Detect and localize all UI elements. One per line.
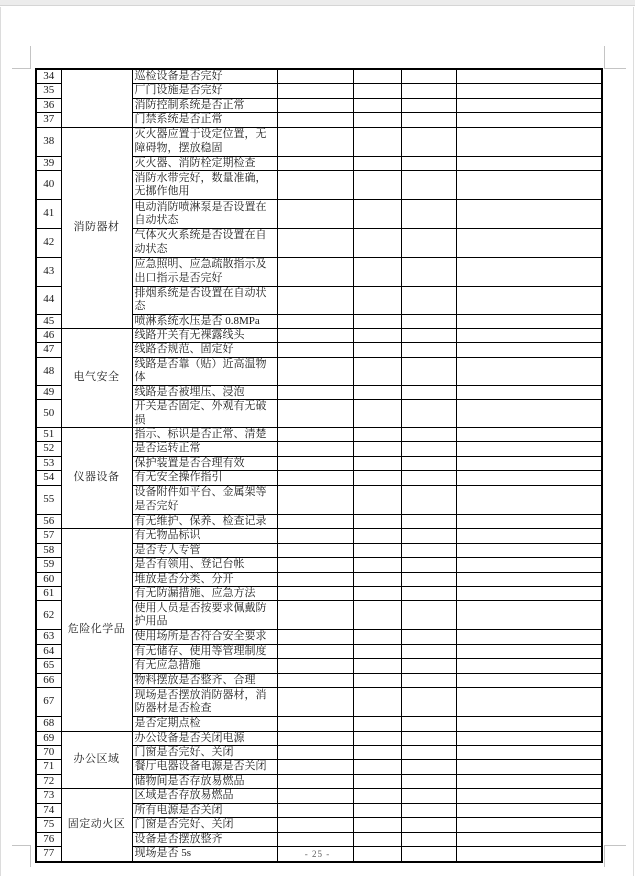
entry-cell[interactable]	[353, 357, 401, 385]
check-item-cell: 消防控制系统是否正常	[132, 98, 277, 112]
row-number-cell: 69	[36, 731, 61, 745]
table-row	[36, 69, 602, 84]
category-cell: 仪器设备	[61, 428, 132, 529]
check-item-cell: 有无储存、使用等管理制度	[132, 644, 277, 658]
entry-cell[interactable]	[456, 529, 602, 543]
check-item-cell: 门窗是否完好、关闭	[132, 745, 277, 759]
entry-cell[interactable]	[456, 803, 602, 817]
entry-cell[interactable]	[456, 688, 602, 717]
entry-cell[interactable]	[456, 156, 602, 170]
row-number-cell: 35	[36, 84, 61, 98]
table-row	[36, 329, 602, 343]
check-item-cell: 设备是否摆放整齐	[132, 832, 277, 846]
text-boundary-mark-top-left	[12, 46, 31, 69]
entry-cell[interactable]	[401, 514, 456, 528]
row-number-cell: 64	[36, 644, 61, 658]
entry-cell[interactable]	[401, 171, 456, 200]
table-row	[36, 731, 602, 745]
check-item-cell: 门禁系统是否正常	[132, 113, 277, 127]
entry-cell[interactable]	[277, 774, 353, 788]
entry-cell[interactable]	[456, 200, 602, 229]
check-item-cell: 有无维护、保养、检查记录	[132, 514, 277, 528]
entry-cell[interactable]	[456, 329, 602, 343]
check-item-cell: 有无应急措施	[132, 659, 277, 673]
entry-cell[interactable]	[277, 586, 353, 600]
entry-cell[interactable]	[401, 630, 456, 644]
row-number-cell: 71	[36, 760, 61, 774]
inspection-table-body	[36, 69, 602, 862]
entry-cell[interactable]	[456, 84, 602, 98]
check-item-cell: 厂门设施是否完好	[132, 84, 277, 98]
check-item-cell: 气体灭火系统是否设置在自动状态	[132, 228, 277, 257]
check-item-cell: 灭火器、消防栓定期检查	[132, 156, 277, 170]
page-gap-strip	[0, 0, 635, 6]
entry-cell[interactable]	[401, 731, 456, 745]
row-number-cell: 54	[36, 471, 61, 485]
row-number-cell: 50	[36, 400, 61, 428]
check-item-cell: 设备附件如平台、金属架等是否完好	[132, 485, 277, 514]
check-item-cell: 喷淋系统水压是否 0.8MPa	[132, 314, 277, 328]
entry-cell[interactable]	[401, 343, 456, 357]
check-item-cell: 现场是否摆放消防器材，消防器材是否检查	[132, 688, 277, 717]
check-item-cell: 灭火器应置于设定位置，无障碍物，摆放稳固	[132, 127, 277, 156]
entry-cell[interactable]	[401, 688, 456, 717]
entry-cell[interactable]	[456, 514, 602, 528]
entry-cell[interactable]	[353, 572, 401, 586]
entry-cell[interactable]	[277, 558, 353, 572]
entry-cell[interactable]	[401, 329, 456, 343]
entry-cell[interactable]	[456, 69, 602, 84]
entry-cell[interactable]	[277, 630, 353, 644]
entry-cell[interactable]	[456, 630, 602, 644]
entry-cell[interactable]	[277, 803, 353, 817]
entry-cell[interactable]	[401, 803, 456, 817]
entry-cell[interactable]	[277, 659, 353, 673]
row-number-cell: 42	[36, 228, 61, 257]
entry-cell[interactable]	[456, 127, 602, 156]
entry-cell[interactable]	[401, 558, 456, 572]
entry-cell[interactable]	[401, 84, 456, 98]
check-item-cell: 门窗是否完好、关闭	[132, 818, 277, 832]
entry-cell[interactable]	[277, 717, 353, 731]
row-number-cell: 63	[36, 630, 61, 644]
entry-cell[interactable]	[401, 572, 456, 586]
entry-cell[interactable]	[456, 456, 602, 470]
table-row	[36, 789, 602, 803]
check-item-cell: 是否专人专管	[132, 543, 277, 557]
check-item-cell: 办公设备是否关闭电源	[132, 731, 277, 745]
row-number-cell: 68	[36, 717, 61, 731]
row-number-cell: 37	[36, 113, 61, 127]
check-item-cell: 所有电源是否关闭	[132, 803, 277, 817]
entry-cell[interactable]	[456, 286, 602, 314]
entry-cell[interactable]	[277, 228, 353, 257]
entry-cell[interactable]	[277, 789, 353, 803]
entry-cell[interactable]	[456, 789, 602, 803]
entry-cell[interactable]	[353, 731, 401, 745]
entry-cell[interactable]	[353, 257, 401, 286]
entry-cell[interactable]	[277, 673, 353, 687]
row-number-cell: 65	[36, 659, 61, 673]
entry-cell[interactable]	[277, 314, 353, 328]
entry-cell[interactable]	[456, 113, 602, 127]
entry-cell[interactable]	[277, 69, 353, 84]
entry-cell[interactable]	[277, 385, 353, 399]
check-item-cell: 指示、标识是否正常、清楚	[132, 428, 277, 442]
row-number-cell: 39	[36, 156, 61, 170]
entry-cell[interactable]	[353, 673, 401, 687]
entry-cell[interactable]	[401, 286, 456, 314]
entry-cell[interactable]	[401, 543, 456, 557]
entry-cell[interactable]	[353, 456, 401, 470]
entry-cell[interactable]	[456, 644, 602, 658]
entry-cell[interactable]	[401, 314, 456, 328]
entry-cell[interactable]	[353, 529, 401, 543]
entry-cell[interactable]	[353, 113, 401, 127]
entry-cell[interactable]	[353, 343, 401, 357]
check-item-cell: 排烟系统是否设置在自动状态	[132, 286, 277, 314]
table-row	[36, 529, 602, 543]
entry-cell[interactable]	[456, 98, 602, 112]
row-number-cell: 40	[36, 171, 61, 200]
row-number-cell: 61	[36, 586, 61, 600]
entry-cell[interactable]	[401, 357, 456, 385]
check-item-cell: 有无物品标识	[132, 529, 277, 543]
category-cell: 固定动火区	[61, 789, 132, 862]
row-number-cell: 73	[36, 789, 61, 803]
entry-cell[interactable]	[456, 171, 602, 200]
entry-cell[interactable]	[401, 760, 456, 774]
entry-cell[interactable]	[456, 659, 602, 673]
entry-cell[interactable]	[353, 400, 401, 428]
entry-cell[interactable]	[456, 257, 602, 286]
entry-cell[interactable]	[401, 385, 456, 399]
entry-cell[interactable]	[277, 485, 353, 514]
entry-cell[interactable]	[401, 127, 456, 156]
row-number-cell: 46	[36, 329, 61, 343]
entry-cell[interactable]	[353, 745, 401, 759]
entry-cell[interactable]	[456, 586, 602, 600]
row-number-cell: 77	[36, 847, 61, 862]
entry-cell[interactable]	[456, 818, 602, 832]
page-right-edge	[633, 7, 634, 876]
row-number-cell: 70	[36, 745, 61, 759]
entry-cell[interactable]	[277, 456, 353, 470]
entry-cell[interactable]	[353, 228, 401, 257]
entry-cell[interactable]	[353, 717, 401, 731]
entry-cell[interactable]	[401, 228, 456, 257]
check-item-cell: 使用场所是否符合安全要求	[132, 630, 277, 644]
entry-cell[interactable]	[401, 156, 456, 170]
entry-cell[interactable]	[353, 558, 401, 572]
check-item-cell: 堆放是否分类、分开	[132, 572, 277, 586]
entry-cell[interactable]	[401, 659, 456, 673]
row-number-cell: 58	[36, 543, 61, 557]
entry-cell[interactable]	[401, 601, 456, 630]
category-cell: 办公区域	[61, 731, 132, 789]
entry-cell[interactable]	[353, 442, 401, 456]
row-number-cell: 76	[36, 832, 61, 846]
check-item-cell: 巡检设备是否完好	[132, 69, 277, 84]
check-item-cell: 保护装置是否合理有效	[132, 456, 277, 470]
entry-cell[interactable]	[456, 228, 602, 257]
check-item-cell: 是否定期点检	[132, 717, 277, 731]
entry-cell[interactable]	[456, 601, 602, 630]
entry-cell[interactable]	[353, 659, 401, 673]
entry-cell[interactable]	[353, 329, 401, 343]
row-number-cell: 55	[36, 485, 61, 514]
page-left-edge	[0, 7, 1, 876]
entry-cell[interactable]	[456, 343, 602, 357]
entry-cell[interactable]	[456, 558, 602, 572]
entry-cell[interactable]	[353, 601, 401, 630]
entry-cell[interactable]	[277, 428, 353, 442]
check-item-cell: 线路开关有无裸露线头	[132, 329, 277, 343]
entry-cell[interactable]	[277, 572, 353, 586]
entry-cell[interactable]	[401, 442, 456, 456]
row-number-cell: 56	[36, 514, 61, 528]
entry-cell[interactable]	[353, 688, 401, 717]
entry-cell[interactable]	[277, 84, 353, 98]
row-number-cell: 45	[36, 314, 61, 328]
entry-cell[interactable]	[456, 471, 602, 485]
entry-cell[interactable]	[353, 789, 401, 803]
category-cell: 电气安全	[61, 329, 132, 428]
entry-cell[interactable]	[401, 69, 456, 84]
entry-cell[interactable]	[456, 428, 602, 442]
text-boundary-mark-top-right	[604, 46, 626, 69]
row-number-cell: 49	[36, 385, 61, 399]
table-row	[36, 127, 602, 156]
check-item-cell: 线路否规范、固定好	[132, 343, 277, 357]
entry-cell[interactable]	[277, 286, 353, 314]
entry-cell[interactable]	[277, 400, 353, 428]
entry-cell[interactable]	[277, 760, 353, 774]
entry-cell[interactable]	[353, 200, 401, 229]
entry-cell[interactable]	[277, 200, 353, 229]
row-number-cell: 59	[36, 558, 61, 572]
row-number-cell: 74	[36, 803, 61, 817]
row-number-cell: 48	[36, 357, 61, 385]
entry-cell[interactable]	[456, 385, 602, 399]
entry-cell[interactable]	[456, 745, 602, 759]
category-cell: 危险化学品	[61, 529, 132, 731]
category-cell: 消防器材	[61, 127, 132, 328]
entry-cell[interactable]	[353, 514, 401, 528]
check-item-cell: 物料摆放是否整齐、合理	[132, 673, 277, 687]
entry-cell[interactable]	[277, 257, 353, 286]
row-number-cell: 36	[36, 98, 61, 112]
entry-cell[interactable]	[277, 688, 353, 717]
entry-cell[interactable]	[353, 98, 401, 112]
entry-cell[interactable]	[401, 789, 456, 803]
table-row	[36, 428, 602, 442]
entry-cell[interactable]	[353, 471, 401, 485]
entry-cell[interactable]	[277, 832, 353, 846]
entry-cell[interactable]	[456, 832, 602, 846]
entry-cell[interactable]	[353, 69, 401, 84]
row-number-cell: 44	[36, 286, 61, 314]
entry-cell[interactable]	[401, 586, 456, 600]
entry-cell[interactable]	[277, 98, 353, 112]
entry-cell[interactable]	[353, 286, 401, 314]
inspection-checklist-table	[35, 68, 603, 863]
entry-cell[interactable]	[353, 543, 401, 557]
category-cell	[61, 69, 132, 127]
entry-cell[interactable]	[401, 400, 456, 428]
entry-cell[interactable]	[401, 832, 456, 846]
entry-cell[interactable]	[353, 832, 401, 846]
entry-cell[interactable]	[277, 731, 353, 745]
entry-cell[interactable]	[401, 428, 456, 442]
entry-cell[interactable]	[401, 485, 456, 514]
entry-cell[interactable]	[456, 485, 602, 514]
entry-cell[interactable]	[401, 717, 456, 731]
entry-cell[interactable]	[353, 84, 401, 98]
entry-cell[interactable]	[456, 442, 602, 456]
entry-cell[interactable]	[277, 329, 353, 343]
row-number-cell: 60	[36, 572, 61, 586]
entry-cell[interactable]	[277, 113, 353, 127]
entry-cell[interactable]	[401, 529, 456, 543]
entry-cell[interactable]	[456, 717, 602, 731]
entry-cell[interactable]	[277, 471, 353, 485]
entry-cell[interactable]	[401, 257, 456, 286]
entry-cell[interactable]	[456, 731, 602, 745]
check-item-cell: 电动消防喷淋泵是否设置在自动状态	[132, 200, 277, 229]
entry-cell[interactable]	[456, 314, 602, 328]
entry-cell[interactable]	[277, 818, 353, 832]
entry-cell[interactable]	[456, 357, 602, 385]
check-item-cell: 开关是否固定、外观有无破损	[132, 400, 277, 428]
row-number-cell: 57	[36, 529, 61, 543]
row-number-cell: 34	[36, 69, 61, 84]
entry-cell[interactable]	[401, 471, 456, 485]
entry-cell[interactable]	[353, 485, 401, 514]
entry-cell[interactable]	[401, 98, 456, 112]
entry-cell[interactable]	[353, 586, 401, 600]
row-number-cell: 52	[36, 442, 61, 456]
entry-cell[interactable]	[277, 127, 353, 156]
entry-cell[interactable]	[456, 543, 602, 557]
check-item-cell: 餐厅电器设备电源是否关闭	[132, 760, 277, 774]
check-item-cell: 现场是否 5s	[132, 847, 277, 862]
entry-cell[interactable]	[353, 385, 401, 399]
entry-cell[interactable]	[353, 428, 401, 442]
check-item-cell: 是否有领用、登记台帐	[132, 558, 277, 572]
row-number-cell: 62	[36, 601, 61, 630]
check-item-cell: 线路是否被埋压、浸泡	[132, 385, 277, 399]
entry-cell[interactable]	[401, 818, 456, 832]
row-number-cell: 41	[36, 200, 61, 229]
entry-cell[interactable]	[401, 745, 456, 759]
entry-cell[interactable]	[277, 343, 353, 357]
entry-cell[interactable]	[401, 200, 456, 229]
entry-cell[interactable]	[353, 803, 401, 817]
check-item-cell: 储物间是否存放易燃品	[132, 774, 277, 788]
check-item-cell: 有无安全操作指引	[132, 471, 277, 485]
entry-cell[interactable]	[277, 529, 353, 543]
entry-cell[interactable]	[353, 127, 401, 156]
entry-cell[interactable]	[353, 774, 401, 788]
row-number-cell: 67	[36, 688, 61, 717]
entry-cell[interactable]	[277, 543, 353, 557]
entry-cell[interactable]	[353, 171, 401, 200]
entry-cell[interactable]	[401, 113, 456, 127]
entry-cell[interactable]	[456, 400, 602, 428]
entry-cell[interactable]	[456, 774, 602, 788]
row-number-cell: 51	[36, 428, 61, 442]
entry-cell[interactable]	[401, 456, 456, 470]
row-number-cell: 75	[36, 818, 61, 832]
entry-cell[interactable]	[277, 357, 353, 385]
entry-cell[interactable]	[277, 644, 353, 658]
entry-cell[interactable]	[277, 601, 353, 630]
check-item-cell: 应急照明、应急疏散指示及出口指示是否完好	[132, 257, 277, 286]
check-item-cell: 线路是否靠（贴）近高温物体	[132, 357, 277, 385]
entry-cell[interactable]	[277, 514, 353, 528]
entry-cell[interactable]	[401, 673, 456, 687]
entry-cell[interactable]	[353, 314, 401, 328]
row-number-cell: 43	[36, 257, 61, 286]
check-item-cell: 使用人员是否按要求佩戴防护用品	[132, 601, 277, 630]
entry-cell[interactable]	[401, 774, 456, 788]
row-number-cell: 53	[36, 456, 61, 470]
entry-cell[interactable]	[277, 442, 353, 456]
row-number-cell: 47	[36, 343, 61, 357]
page-number: - 25 -	[304, 849, 331, 859]
check-item-cell: 有无防漏措施、应急方法	[132, 586, 277, 600]
entry-cell[interactable]	[401, 644, 456, 658]
check-item-cell: 消防水带完好，数量准确，无挪作他用	[132, 171, 277, 200]
check-item-cell: 区域是否存放易燃品	[132, 789, 277, 803]
entry-cell[interactable]	[353, 156, 401, 170]
entry-cell[interactable]	[456, 572, 602, 586]
row-number-cell: 38	[36, 127, 61, 156]
entry-cell[interactable]	[353, 760, 401, 774]
entry-cell[interactable]	[277, 156, 353, 170]
entry-cell[interactable]	[353, 644, 401, 658]
entry-cell[interactable]	[456, 673, 602, 687]
entry-cell[interactable]	[456, 760, 602, 774]
entry-cell[interactable]	[277, 171, 353, 200]
entry-cell[interactable]	[353, 818, 401, 832]
row-number-cell: 66	[36, 673, 61, 687]
entry-cell[interactable]	[277, 745, 353, 759]
check-item-cell: 是否运转正常	[132, 442, 277, 456]
entry-cell[interactable]	[353, 630, 401, 644]
row-number-cell: 72	[36, 774, 61, 788]
